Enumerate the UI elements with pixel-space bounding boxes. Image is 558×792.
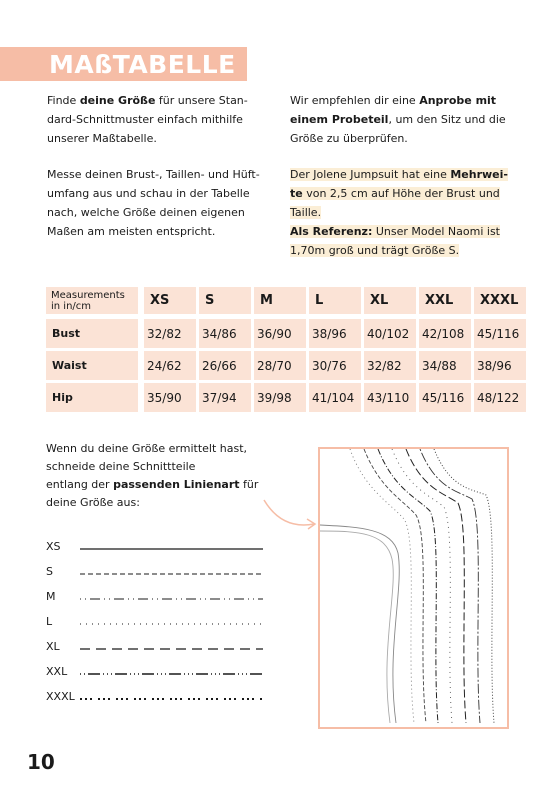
line-legend-row: [46, 565, 276, 579]
line-legend-sample: [78, 665, 268, 679]
line-legend-label: XS: [46, 540, 61, 553]
line-legend-row: [46, 590, 276, 604]
table-corner-cell: [46, 287, 138, 314]
line-legend-row: [46, 640, 276, 654]
line-legend-label: M: [46, 590, 56, 603]
table-row-label: Waist: [46, 351, 138, 380]
line-legend-sample: [78, 615, 268, 629]
table-header-size: XL: [364, 287, 416, 314]
line-legend-label: XXXL: [46, 690, 75, 703]
line-legend-row: [46, 690, 276, 704]
table-header-size: M: [254, 287, 306, 314]
line-legend-sample: [78, 590, 268, 604]
table-row-label: Hip: [46, 383, 138, 412]
table-cell: 34/86: [199, 319, 251, 348]
line-legend-row: [46, 665, 276, 679]
line-legend-label: XXL: [46, 665, 68, 678]
pattern-illustration-frame: [318, 447, 509, 729]
table-cell: 37/94: [199, 383, 251, 412]
pattern-lines-illustration: [320, 449, 507, 727]
table-cell: 48/122: [474, 383, 526, 412]
line-legend-label: S: [46, 565, 53, 578]
table-cell: 35/90: [144, 383, 196, 412]
line-legend-row: [46, 615, 276, 629]
table-cell: 32/82: [364, 351, 416, 380]
table-cell: 36/90: [254, 319, 306, 348]
table-cell: 30/76: [309, 351, 361, 380]
table-cell: 38/96: [474, 351, 526, 380]
table-row-label: Bust: [46, 319, 138, 348]
table-corner-label-line-2: in in/cm: [51, 301, 92, 312]
table-cell: 28/70: [254, 351, 306, 380]
line-legend-sample: [78, 640, 268, 654]
table-header-size: XXXL: [474, 287, 526, 314]
table-header-size: XXL: [419, 287, 471, 314]
table-cell: 26/66: [199, 351, 251, 380]
intro-right-paragraph-1: Wir empfehlen dir eine Anprobe mit einem Probeteil, um den Sitz und die Größe zu überprüfen.: [290, 94, 506, 145]
table-cell: 24/62: [144, 351, 196, 380]
table-corner-label-line-1: Measurements: [51, 290, 125, 301]
intro-right-paragraph-2: Der Jolene Jumpsuit hat eine Mehrwei- te von 2,5 cm auf Höhe der Brust und Taille. Als Referenz: Unser Model Naomi ist 1,70m groß und trägt Größe S.: [290, 168, 508, 257]
table-cell: 43/110: [364, 383, 416, 412]
table-cell: 39/98: [254, 383, 306, 412]
table-cell: 40/102: [364, 319, 416, 348]
table-cell: 42/108: [419, 319, 471, 348]
line-legend-sample: [78, 565, 268, 579]
line-legend-label: XL: [46, 640, 60, 653]
intro-left-paragraph-2: Messe deinen Brust-, Taillen- und Hüft- umfang aus und schau in der Tabelle nach, welche Größe deinen eigenen Maßen am meisten entspricht.: [47, 168, 260, 238]
table-cell: 38/96: [309, 319, 361, 348]
table-cell: 45/116: [419, 383, 471, 412]
table-header-size: L: [309, 287, 361, 314]
table-header-size: XS: [144, 287, 196, 314]
arrow-icon: [262, 494, 322, 534]
line-legend-row: [46, 540, 276, 554]
table-header-size: S: [199, 287, 251, 314]
table-cell: 32/82: [144, 319, 196, 348]
line-legend-sample: [78, 690, 268, 704]
instructions-text: Wenn du deine Größe ermittelt hast, schneide deine Schnittteile entlang der passenden Linienart für deine Größe aus:: [46, 442, 259, 509]
table-cell: 41/104: [309, 383, 361, 412]
table-cell: 45/116: [474, 319, 526, 348]
page-number: 10: [27, 750, 55, 774]
page-title: MAßTABELLE: [49, 50, 236, 79]
intro-left-paragraph-1: Finde deine Größe für unsere Stan- dard-Schnittmuster einfach mithilfe unserer Maßtabelle.: [47, 94, 248, 145]
line-legend-label: L: [46, 615, 53, 628]
line-legend-sample: [78, 540, 268, 554]
table-cell: 34/88: [419, 351, 471, 380]
